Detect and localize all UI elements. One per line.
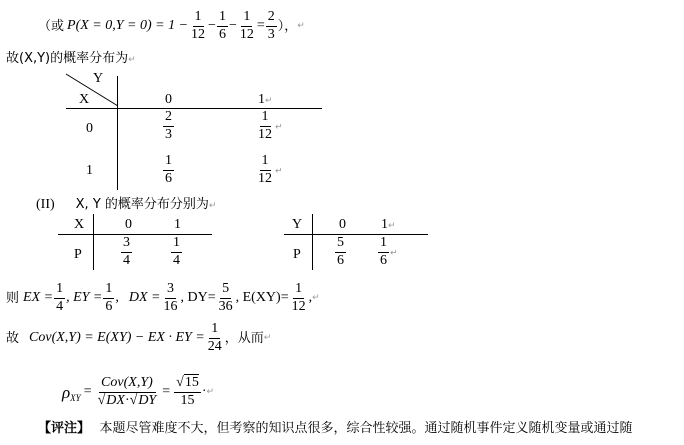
cell: [162, 154, 175, 186]
fraction: $\frac{1}{4}$: [56, 280, 64, 314]
fraction: $\frac{1}{6}$: [105, 280, 113, 314]
part-label: (II): [36, 197, 55, 212]
y-val: 0: [339, 217, 346, 232]
y-val: 1↵: [381, 217, 396, 232]
table-diagonal: [62, 72, 122, 108]
row-label: 1: [86, 163, 93, 178]
fraction: $\frac{2}{3}$: [165, 109, 172, 142]
moments-tail: ,: [308, 290, 313, 305]
fraction: $\frac{\text{Cov(X,Y)}}{√DX\cdot√DY}$: [97, 374, 157, 408]
fraction: $\frac{1}{12}$: [291, 280, 306, 314]
header-x: X: [79, 92, 90, 107]
open-paren: （或: [38, 18, 65, 34]
minus: −: [228, 18, 237, 33]
paragraph-mark: ↵: [128, 55, 136, 65]
cell: $\frac{1}{6}$ ↵: [380, 235, 398, 268]
p-label: P: [293, 247, 301, 262]
table-vline: [93, 214, 94, 270]
comment-line: [38, 422, 633, 436]
comment-text: 本题尽管难度不大，但考察的知识点很多，综合性较强。通过随机事件定义随机变量或通过随: [99, 421, 633, 436]
x-val: 0: [125, 217, 132, 232]
fraction: $\frac{1}{24}$: [207, 320, 222, 354]
table-hline: [58, 234, 212, 235]
fraction: $\frac{3}{4}$: [123, 235, 130, 268]
rho-symbol: ρ: [62, 382, 71, 402]
exy-label: , E(XY)=: [235, 290, 289, 305]
fraction: $\frac{1}{12}$: [239, 8, 254, 42]
table-vline: [312, 214, 313, 270]
x-val: 1: [174, 217, 181, 232]
cov-expr: Cov(X,Y) = E(XY) − EX · EY =: [29, 330, 205, 345]
fraction: $\frac{3}{16}$: [163, 280, 178, 314]
table-hline: [66, 108, 322, 109]
fraction: $\frac{2}{3}$: [267, 8, 275, 42]
part-text: X, Y 的概率分布分别为: [75, 197, 209, 212]
fraction: $\frac{1}{12}$: [258, 109, 272, 142]
joint-dist-intro: 故(X,Y)的概率分布为↵: [6, 51, 136, 66]
cov-tail: ，从而: [224, 330, 264, 346]
comment-label: 【评注】: [38, 421, 91, 436]
rho-equation: ρ XY = $\frac{\text{Cov(X,Y)}}{√DX\cdot√DY}$ = $\frac{√15}{15}$ · ↵: [62, 374, 215, 408]
cell: $\frac{1}{12}$ ↵: [258, 153, 283, 186]
prob-expr: P(X = 0,Y = 0) = 1 −: [67, 18, 189, 33]
equals: =: [83, 384, 92, 399]
ex-label: EX =: [23, 290, 54, 305]
fraction: $\frac{1}{6}$: [218, 8, 226, 42]
dy-label: , DY=: [180, 290, 216, 305]
fraction: $\frac{1}{6}$: [380, 235, 387, 268]
table-hline: [284, 234, 428, 235]
fraction: $\frac{√15}{15}$: [176, 374, 199, 408]
rho-subscript: XY: [70, 392, 81, 403]
cell: $\frac{1}{12}$ ↵: [258, 109, 283, 142]
col-label: 0: [165, 92, 172, 107]
col-label: 1↵: [258, 92, 273, 107]
cell: [334, 236, 347, 268]
part-two-heading: (II) X, Y 的概率分布分别为↵: [36, 197, 217, 212]
cov-line: 故 Cov(X,Y) = E(XY) − EX · EY = $\frac{1}{24}$ ，从而 ↵: [6, 320, 272, 354]
paragraph-mark: ↵: [297, 20, 305, 31]
moments-line: 则 EX = $\frac{1}{4}$ , EY = $\frac{1}{6}$ , DX = $\frac{3}{16}$ , DY= $\frac{5}{36}$ , E(XY)= $\frac{1}{12}$ , ↵: [6, 280, 320, 314]
header-y: Y: [93, 71, 104, 86]
cell: [162, 110, 175, 142]
moments-lead: 则: [6, 290, 20, 306]
cov-lead: 故: [6, 330, 20, 346]
ey-label: , EY =: [66, 290, 103, 305]
equals: =: [256, 18, 265, 33]
fraction: $\frac{1}{6}$: [165, 153, 172, 186]
y-head: Y: [292, 217, 303, 232]
rho-tail: ·: [201, 384, 207, 399]
prob-equation: [38, 10, 305, 42]
dx-label: DX =: [128, 290, 161, 305]
x-head: X: [74, 217, 85, 232]
minus: −: [208, 18, 216, 33]
fraction: $\frac{1}{12}$: [258, 153, 272, 186]
fraction: $\frac{1}{12}$: [191, 8, 206, 42]
row-label: 0: [86, 121, 93, 136]
table-vline: [117, 76, 118, 190]
fraction: $\frac{5}{36}$: [218, 280, 233, 314]
fraction: $\frac{5}{6}$: [337, 235, 344, 268]
cell: [170, 236, 183, 268]
p-label: P: [74, 247, 82, 262]
cell: [120, 236, 133, 268]
fraction: $\frac{1}{4}$: [173, 235, 180, 268]
equals: =: [162, 384, 171, 399]
close-paren: ），: [277, 18, 298, 34]
comma: ,: [115, 290, 119, 305]
